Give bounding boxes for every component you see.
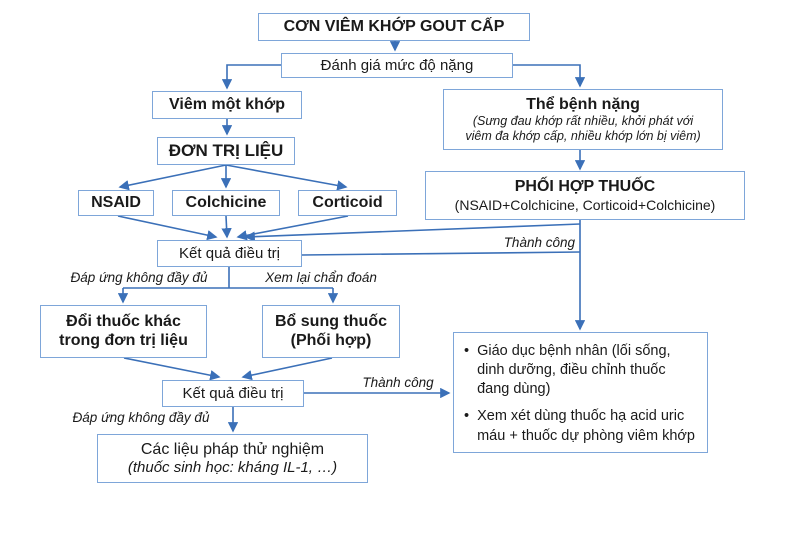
node-title-gout-cap (258, 13, 530, 41)
node-title-text: CƠN VIÊM KHỚP GOUT CẤP (283, 17, 505, 35)
node-doi-thuoc-khac: Đổi thuốc khác trong đơn trị liệu (40, 305, 207, 358)
phoi-hop-title: PHỐI HỢP THUỐC (514, 178, 656, 196)
node-viem-mot-khop: Viêm một khớp (152, 91, 302, 119)
node-corticoid: Corticoid (298, 190, 397, 216)
edge-label-thanh-cong-1: Thành công (503, 235, 575, 250)
the-benh-nang-sub2: viêm đa khớp cấp, nhiều khớp lớn bị viêm) (465, 128, 701, 143)
node-ket-qua-dieu-tri-2: Kết quả điều trị (162, 380, 304, 407)
node-ket-qua-dieu-tri-1: Kết quả điều trị (157, 240, 302, 267)
edge-label-thanh-cong-2: Thành công (362, 375, 434, 390)
bullet-item-education: • Giáo dục bệnh nhân (lối sống, dinh dưỡng, điều chỉnh thuốc đang dùng) (464, 342, 699, 399)
node-success-actions (453, 332, 708, 453)
node-the-benh-nang (443, 89, 723, 150)
phoi-hop-sub: (NSAID+Colchicine, Corticoid+Colchicine) (454, 196, 716, 213)
the-benh-nang-title: Thể bệnh nặng (526, 95, 640, 113)
bullet-item-urate-lowering: • Xem xét dùng thuốc hạ acid uric máu + thuốc dự phòng viêm khớp (464, 407, 699, 445)
edge-label-dap-ung-2: Đáp ứng không đầy đủ (72, 410, 210, 425)
node-assess-severity: Đánh giá mức độ nặng (281, 53, 513, 78)
cac-lieu-phap-line2: (thuốc sinh học: kháng IL-1, …) (127, 459, 338, 477)
node-colchicine: Colchicine (172, 190, 280, 216)
node-phoi-hop-thuoc (425, 171, 745, 220)
edge-label-dap-ung-1: Đáp ứng không đầy đủ (70, 270, 208, 285)
node-don-tri-lieu: ĐƠN TRỊ LIỆU (157, 137, 295, 165)
node-bo-sung-thuoc: Bổ sung thuốc (Phối hợp) (262, 305, 400, 358)
bullet-icon: • (464, 408, 470, 425)
the-benh-nang-sub1: (Sưng đau khớp rất nhiều, khởi phát với (472, 114, 694, 129)
node-cac-lieu-phap (97, 434, 368, 483)
node-nsaid: NSAID (78, 190, 154, 216)
edge-label-xem-lai-chan-doan: Xem lại chẩn đoán (265, 270, 377, 285)
cac-lieu-phap-line1: Các liệu pháp thử nghiệm (140, 440, 325, 458)
bullet-icon: • (464, 343, 470, 359)
